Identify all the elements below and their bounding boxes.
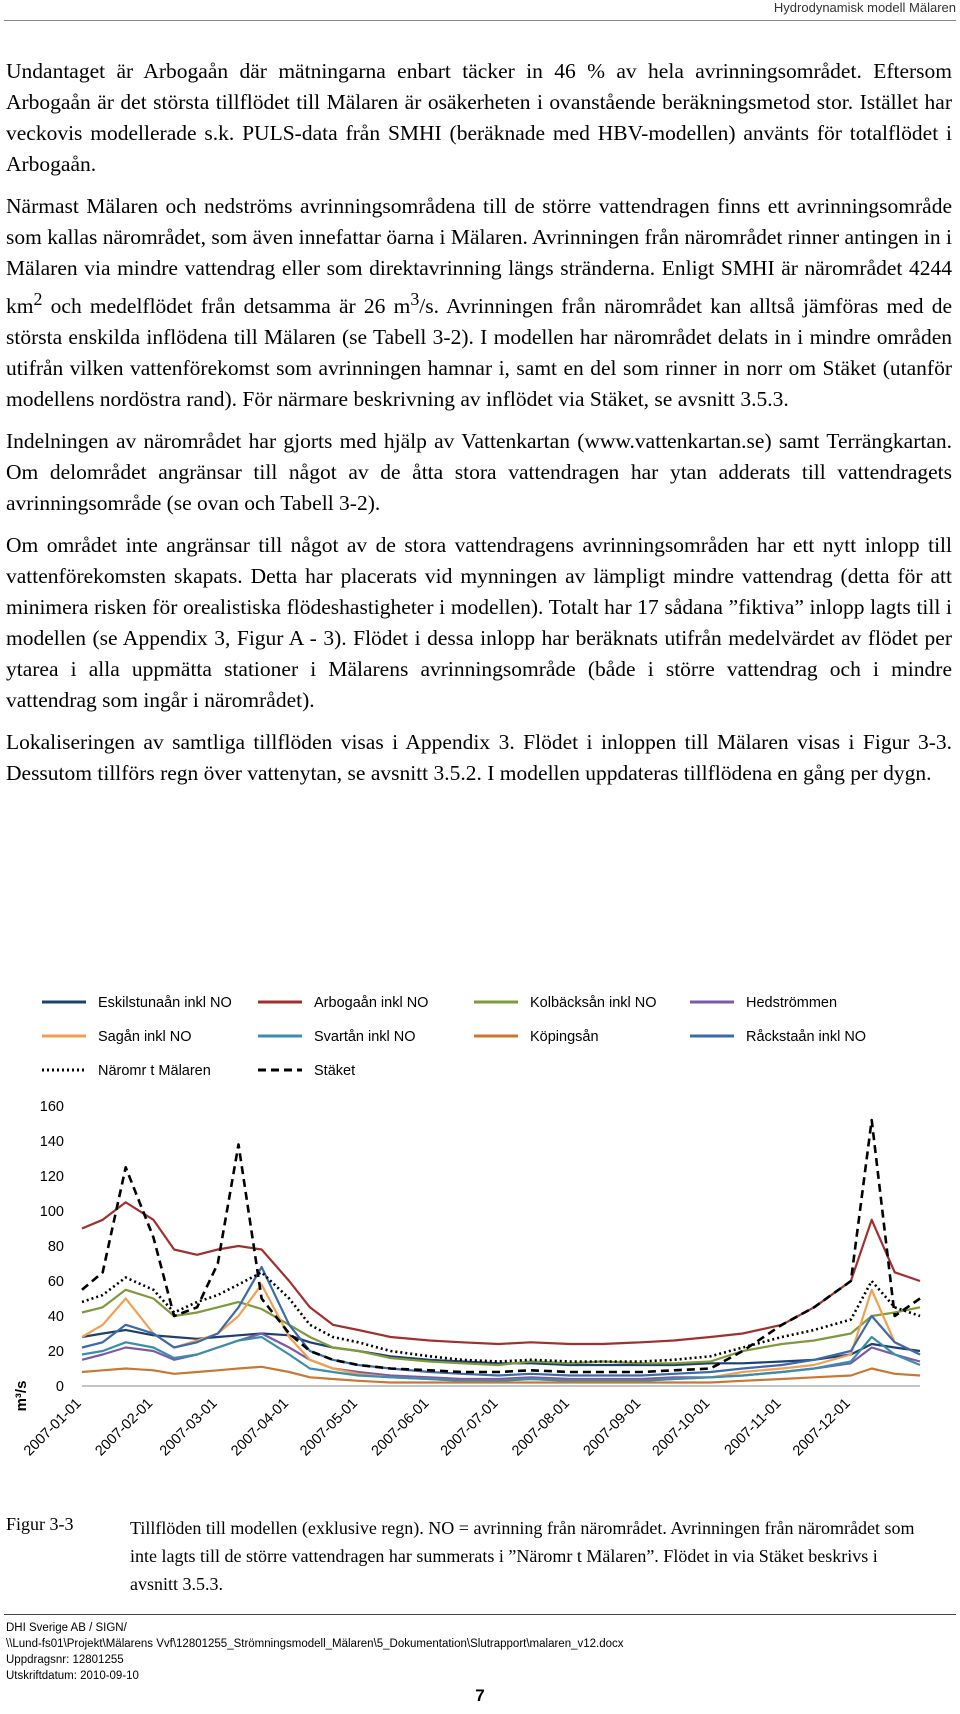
paragraph-1: Undantaget är Arbogaån där mätningarna enbart täcker in 46 % av hela avrinningsområdet. Eftersom Arbogaån är det största tillflödet till Mälaren är osäkerheten i ovanstående beräkningsmetod stor. Istället har veckovis modellerade s.k. PULS-data från SMHI (beräknade med HBV-modellen) använts för totalflödet i Arbogaån. xyxy=(6,59,952,176)
legend-label: Arbogaån inkl NO xyxy=(314,995,429,1011)
x-tick-label: 2007-08-01 xyxy=(509,1395,573,1460)
footer-print-date: Utskriftdatum: 2010-09-10 xyxy=(6,1670,139,1682)
x-tick-label: 2007-11-01 xyxy=(721,1395,785,1459)
page-number: 7 xyxy=(475,1686,485,1705)
footer-rule xyxy=(4,1614,956,1615)
y-tick-label: 120 xyxy=(39,1169,64,1185)
x-tick-label: 2007-05-01 xyxy=(297,1395,362,1460)
y-tick-label: 160 xyxy=(39,1099,64,1115)
y-tick-label: 80 xyxy=(47,1239,64,1255)
paragraph-4: Om området inte angränsar till något av de stora vattendragens avrinningsområden har ett nytt inlopp till vattenförekomsten skapats. Detta har placerats vid mynningen av lämpligt mindre vattendrag (detta för att minimera risken för orealistiska flödeshastigheter i modellen). Totalt har 17 sådana ”fiktiva” inlopp lagts till i modellen (se Appendix 3, Figur A - 3). Flödet i dessa inlopp har beräknats utifrån medelvärdet av flödet per ytarea i alla uppmätta stationer i Mälarens avrinningsområde (både i större vattendrag och i mindre vattendrag som ingår i närområdet). xyxy=(6,533,952,713)
legend-label: Råckstaån inkl NO xyxy=(746,1029,867,1045)
x-tick-label: 2007-07-01 xyxy=(437,1395,502,1460)
legend-label: Köpingsån xyxy=(530,1029,599,1045)
y-axis-label: m³/s xyxy=(13,1380,30,1412)
x-tick-label: 2007-03-01 xyxy=(156,1395,221,1460)
legend-label: Stäket xyxy=(314,1063,356,1079)
footer xyxy=(6,1620,624,1684)
series-line xyxy=(82,1120,920,1372)
header-title: Hydrodynamisk modell Mälaren xyxy=(773,0,956,15)
paragraph-5: Lokaliseringen av samtliga tillflöden visas i Appendix 3. Flödet i inloppen till Mälaren visas i Figur 3-3. Dessutom tillförs regn över vattenytan, se avsnitt 3.5.2. I modellen uppdateras tillflödena en gång per dygn. xyxy=(6,730,952,786)
legend-label: Kolbäcksån inkl NO xyxy=(530,995,657,1011)
series-line xyxy=(82,1290,920,1365)
legend-label: Näromr t Mälaren xyxy=(98,1063,211,1079)
superscript-2: 2 xyxy=(33,289,43,309)
header-rule xyxy=(4,20,956,21)
footer-company: DHI Sverige AB / SIGN/ xyxy=(6,1622,127,1634)
x-tick-label: 2007-10-01 xyxy=(649,1395,714,1460)
paragraph-2-part-3: /s. Avrinningen från närområdet kan alltså jämföras med de största enskilda inflödena till Mälaren (se Tabell 3-2). I modellen har närområdet delats in i mindre områden utifrån vilken vattenförekomst som avrinningen hamnar i, samt en del som rinner in norr om Stäket (utanför modellens nordöstra rand). För närmare beskrivning av inflödet via Stäket, se avsnitt 3.5.3. xyxy=(6,294,952,412)
paragraph-2-part-2: och medelflödet från detsamma är 26 m xyxy=(42,294,411,319)
legend-label: Hedströmmen xyxy=(746,995,838,1011)
footer-project-number: Uppdragsnr: 12801255 xyxy=(6,1654,124,1666)
figure-caption: Tillflöden till modellen (exklusive regn). NO = avrinning från närområdet. Avrinningen från närområdet som inte lagts till de större vattendragen har summerats i ”Näromr t Mälaren”. Flödet in via Stäket beskrivs i avsnitt 3.5.3. xyxy=(130,1518,915,1594)
y-tick-label: 40 xyxy=(47,1309,64,1325)
y-tick-label: 0 xyxy=(55,1379,64,1395)
x-tick-label: 2007-04-01 xyxy=(228,1395,293,1460)
y-tick-label: 140 xyxy=(39,1134,64,1150)
x-tick-label: 2007-09-01 xyxy=(580,1395,645,1460)
y-tick-label: 100 xyxy=(39,1204,64,1220)
series-line xyxy=(82,1202,920,1344)
x-tick-label: 2007-01-01 xyxy=(21,1395,85,1460)
paragraph-3: Indelningen av närområdet har gjorts med hjälp av Vattenkartan (www.vattenkartan.se) samt Terrängkartan. Om delområdet angränsar till något av de åtta stora vattendragen har ytan adderats till vattendragets avrinningsområde (se ovan och Tabell 3-2). xyxy=(6,429,952,516)
x-tick-label: 2007-02-01 xyxy=(92,1395,157,1460)
paragraph-2 xyxy=(6,191,952,415)
x-tick-label: 2007-06-01 xyxy=(368,1395,433,1460)
x-tick-label: 2007-12-01 xyxy=(790,1395,854,1460)
series-line xyxy=(82,1330,920,1365)
legend-label: Sagån inkl NO xyxy=(98,1029,192,1045)
paragraph-2-part-1: Närmast Mälaren och nedströms avrinningsområdena till de större vattendragen finns ett avrinningsområde som kallas närområdet, som även innefattar öarna i Mälaren. Avrinningen från närområdet rinner antingen in i Mälaren via mindre vattendrag eller som direktavrinning längs stränderna. Enligt SMHI är närområdet 4244 km xyxy=(6,194,952,319)
superscript-3: 3 xyxy=(410,289,420,309)
figure-label: Figur 3-3 xyxy=(6,1514,74,1534)
y-tick-label: 60 xyxy=(47,1274,64,1290)
series-line xyxy=(82,1285,920,1381)
legend-label: Eskilstunaån inkl NO xyxy=(98,995,232,1011)
footer-path: \\Lund-fs01\Projekt\Mälarens Vvf\12801255_Strömningsmodell_Mälaren\5_Dokumentation\Slutrapport\malaren_v12.docx xyxy=(6,1638,624,1650)
y-tick-label: 20 xyxy=(47,1344,64,1360)
body-text xyxy=(6,56,952,800)
legend-label: Svartån inkl NO xyxy=(314,1029,416,1045)
flow-chart xyxy=(0,966,960,1506)
